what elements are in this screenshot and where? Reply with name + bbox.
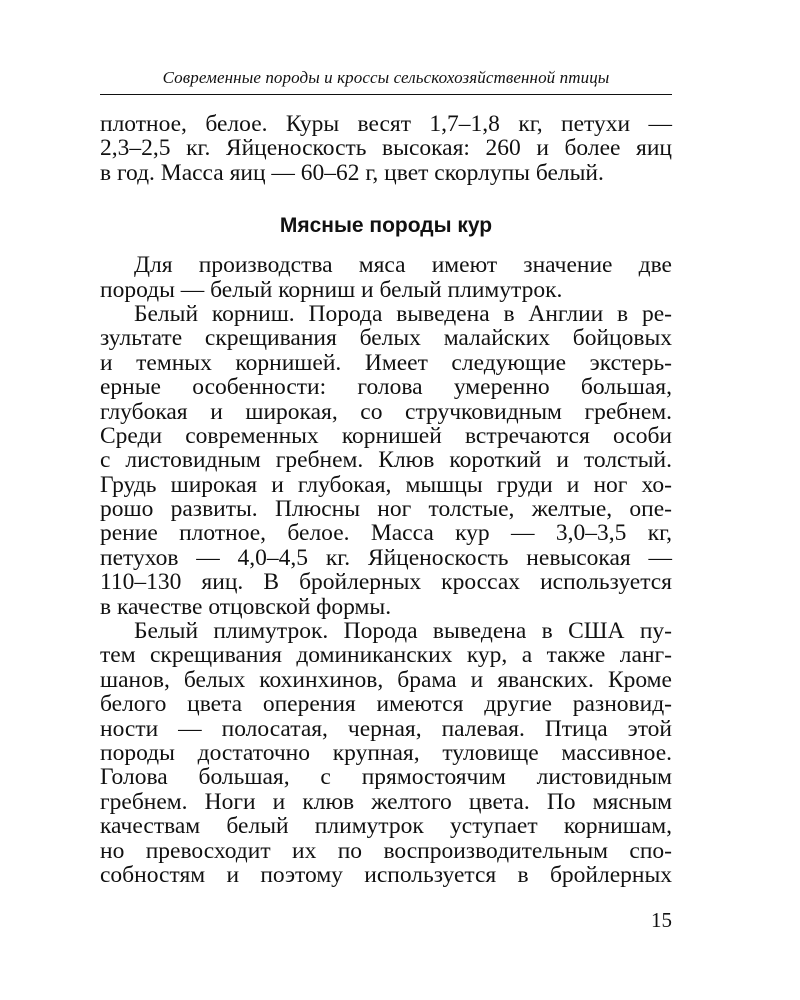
text-line: породы — белый корниш и белый плимутрок. — [100, 276, 563, 303]
text-line: Белый плимутрок. Порода выведена в США пу- — [134, 618, 672, 645]
text-line: Белый корниш. Порода выведена в Англии в ре- — [134, 300, 672, 327]
text-line: гребнем. Ноги и клюв желтого цвета. По мясным — [100, 788, 672, 815]
text-line: ности — полосатая, черная, палевая. Птица этой — [100, 715, 672, 742]
text-line: шанов, белых кохинхинов, брама и яванских. Кроме — [100, 666, 672, 693]
header-rule — [100, 94, 672, 95]
text-line: в качестве отцовской формы. — [100, 593, 392, 620]
text-line: рение плотное, белое. Масса кур — 3,0–3,5 кг, — [100, 520, 672, 547]
text-line: и темных корнишей. Имеет следующие экстерь- — [100, 349, 672, 376]
text-line: 2,3–2,5 кг. Яйценоскость высокая: 260 и более яиц — [100, 135, 672, 162]
body-text — [100, 112, 672, 887]
text-line: собностям и поэтому используется в бройлерных — [100, 861, 672, 888]
paragraph-white-cornish — [100, 302, 672, 619]
intro-paragraph — [100, 112, 672, 185]
text-line: Голова большая, с прямостоячим листовидным — [100, 764, 672, 791]
text-line: Среди современных корнишей встречаются особи — [100, 422, 672, 449]
text-line: с листовидным гребнем. Клюв короткий и толстый. — [100, 447, 672, 474]
text-line: но превосходит их по воспроизводительным спо- — [100, 837, 672, 864]
text-line: петухов — 4,0–4,5 кг. Яйценоскость невысокая — — [100, 544, 672, 571]
text-line: плотное, белое. Куры весят 1,7–1,8 кг, петухи — — [100, 111, 672, 137]
text-line: белого цвета оперения имеются другие разновид- — [100, 691, 672, 718]
text-line: зультате скрещивания белых малайских бойцовых — [100, 325, 672, 352]
text-line: тем скрещивания доминиканских кур, а также ланг- — [100, 642, 672, 669]
text-line: ерные особенности: голова умеренно большая, — [100, 374, 672, 401]
section-heading: Мясные породы кур — [279, 214, 493, 238]
text-line: Для производства мяса имеют значение две — [134, 252, 672, 279]
text-line: рошо развиты. Плюсны ног толстые, желтые, опе- — [100, 496, 672, 523]
running-head: Современные породы и кроссы сельскохозяйственной птицы — [162, 68, 610, 87]
text-line: Грудь широкая и глубокая, мышцы груди и ног хо- — [100, 471, 672, 498]
paragraph-white-plymouth-rock — [100, 619, 672, 887]
text-line: 110–130 яиц. В бройлерных кроссах используется — [100, 569, 672, 596]
text-line: глубокая и широкая, со стручковидным гребнем. — [100, 398, 672, 425]
page-number: 15 — [651, 908, 672, 932]
text-line: породы достаточно крупная, туловище массивное. — [100, 739, 672, 766]
paragraph-meat-breeds-intro — [100, 253, 672, 302]
text-line: качествам белый плимутрок уступает корнишам, — [100, 813, 672, 840]
text-line: в год. Масса яиц — 60–62 г, цвет скорлупы белый. — [100, 159, 604, 186]
